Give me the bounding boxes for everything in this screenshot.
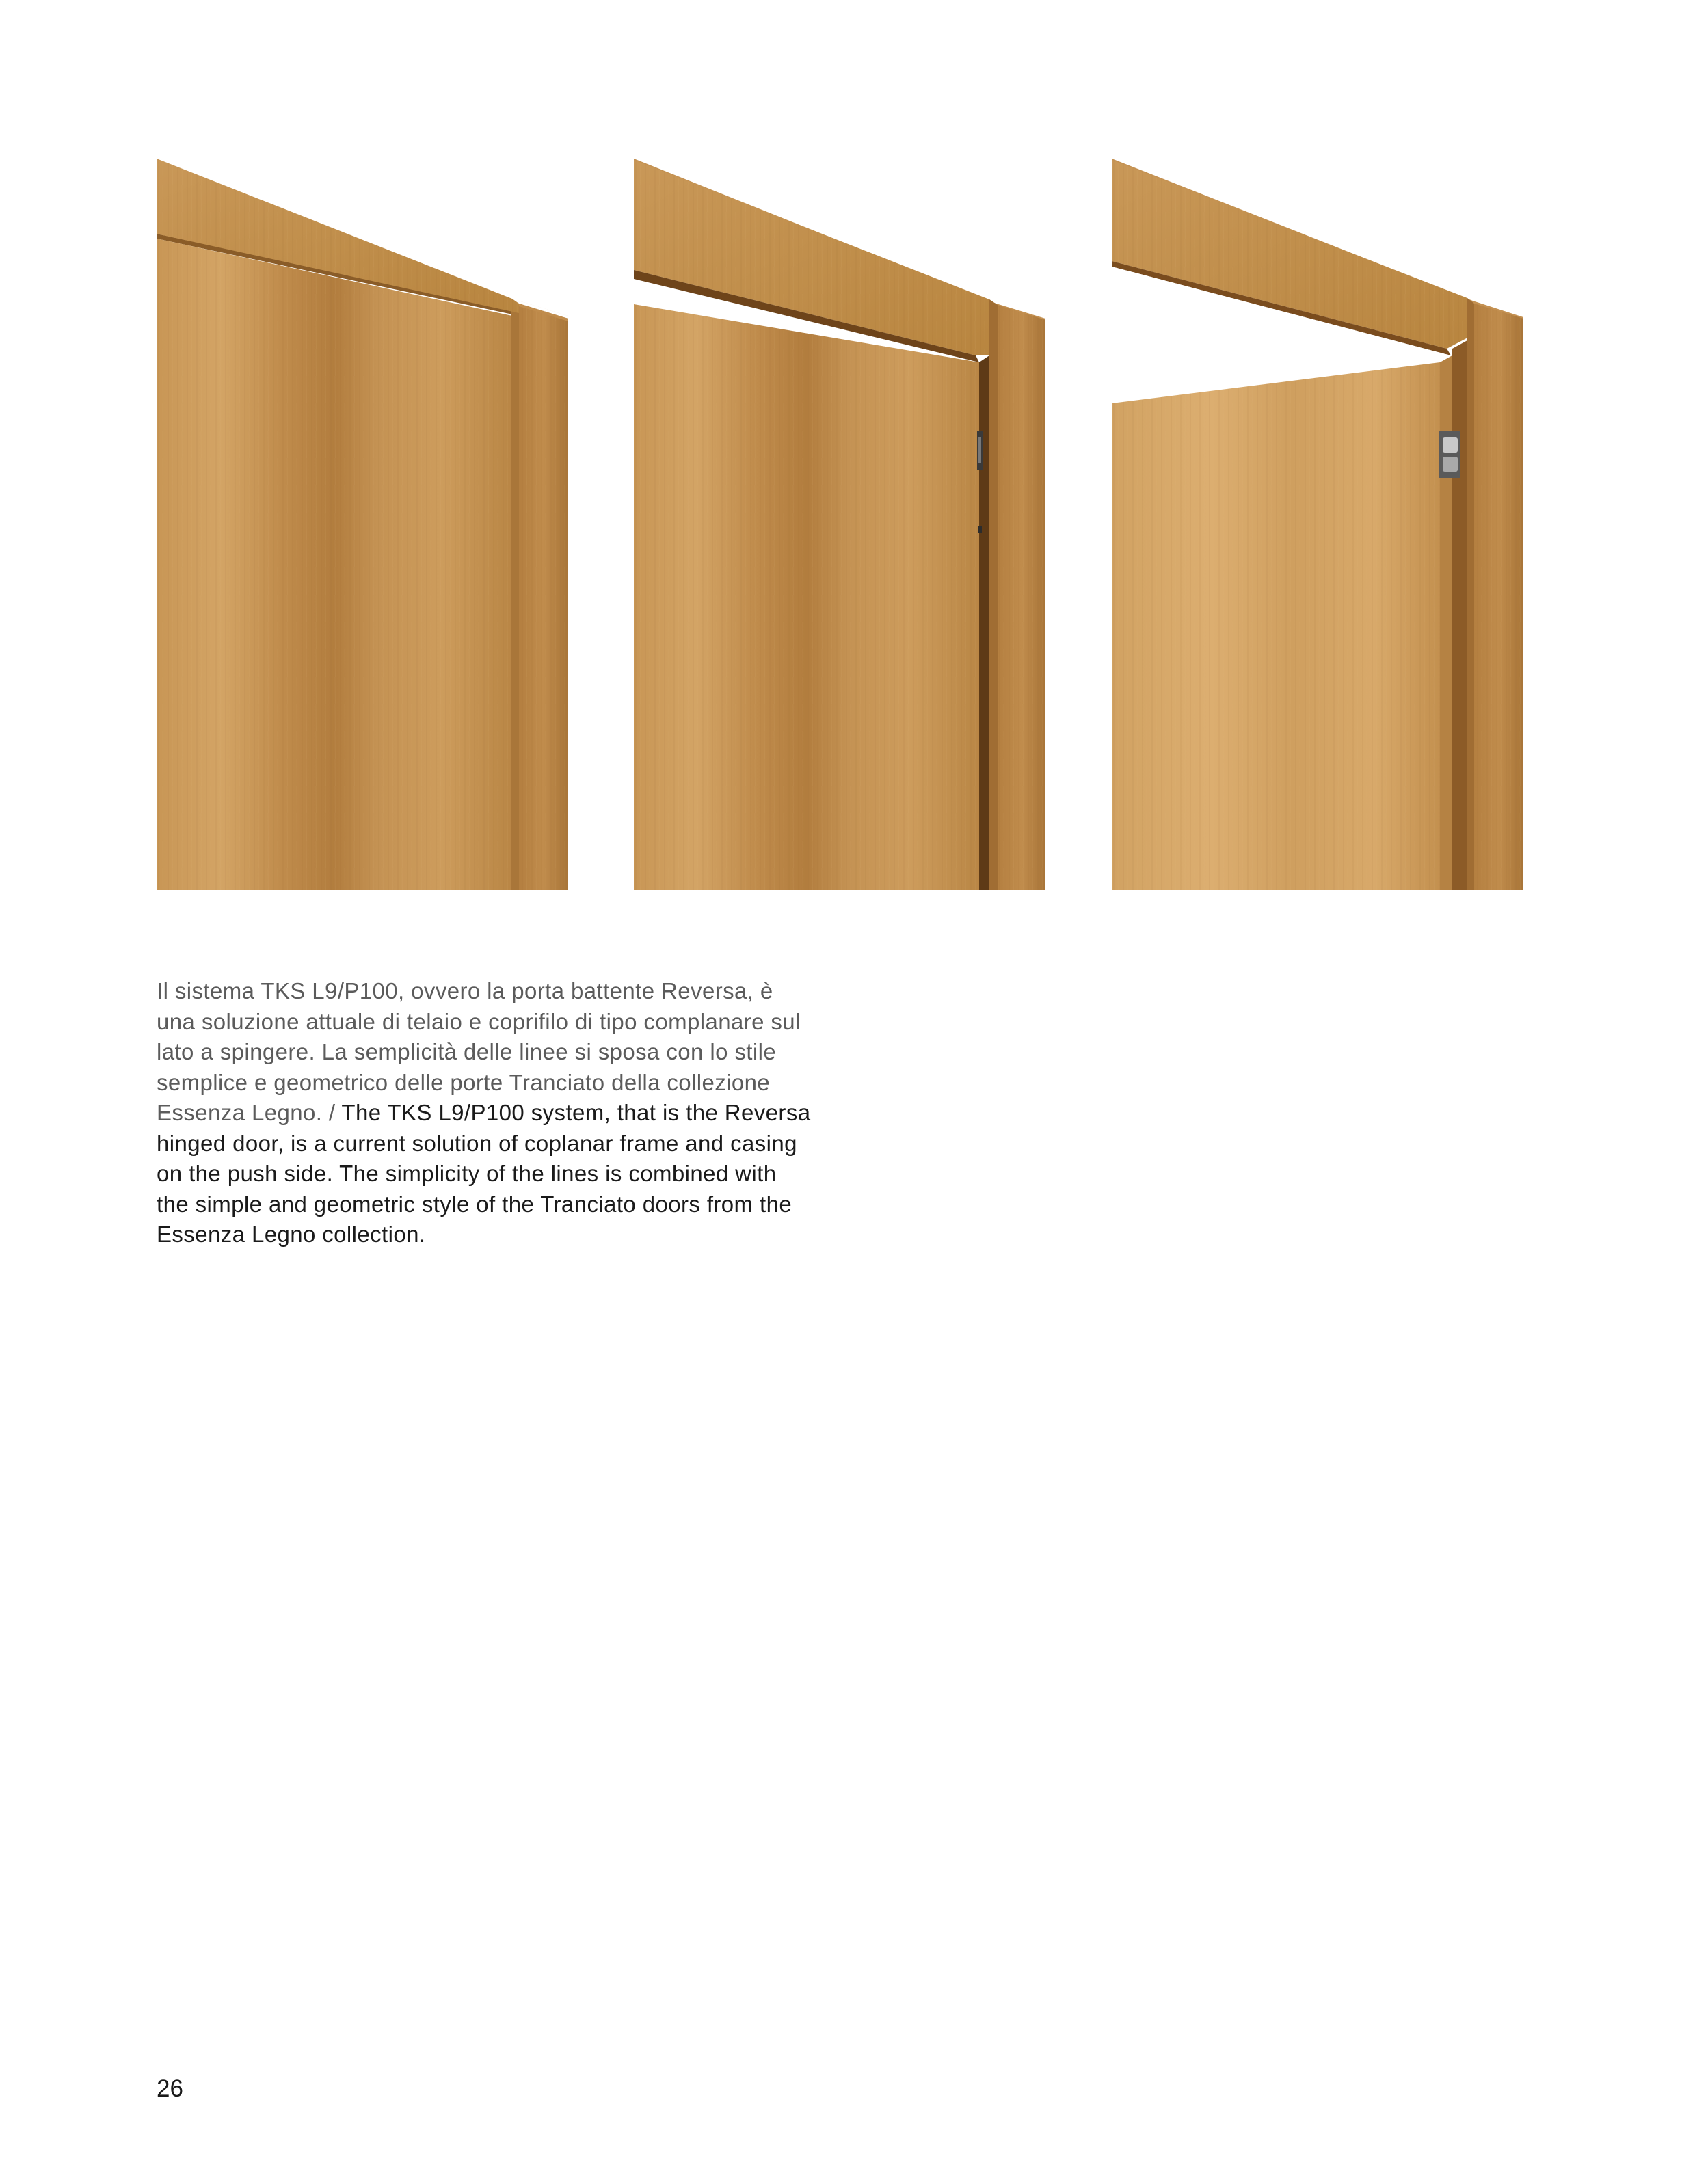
description-italian: Il sistema TKS L9/P100, ovvero la porta battente Reversa, è una soluzione attuale di telaio e coprifilo di tipo complanare sul lato a spingere. La semplicità delle linee si sposa con lo stile semplice e geometrico delle porte Tranciato della collezione Essenza Legno. / bbox=[157, 978, 801, 1125]
closed-door-photo bbox=[157, 157, 568, 890]
open-door-photo bbox=[1112, 157, 1523, 890]
ajar-door-illustration bbox=[634, 157, 1045, 890]
closed-door-illustration bbox=[157, 157, 568, 890]
product-description bbox=[157, 976, 813, 1250]
page-number: 26 bbox=[157, 2075, 183, 2102]
ajar-door-photo bbox=[634, 157, 1045, 890]
open-door-illustration bbox=[1112, 157, 1523, 890]
description-english: The TKS L9/P100 system, that is the Reversa hinged door, is a current solution of coplanar frame and casing on the push side. The simplicity of the lines is combined with the simple and geometric style of the Tranciato doors from the Essenza Legno collection. bbox=[157, 1100, 811, 1247]
